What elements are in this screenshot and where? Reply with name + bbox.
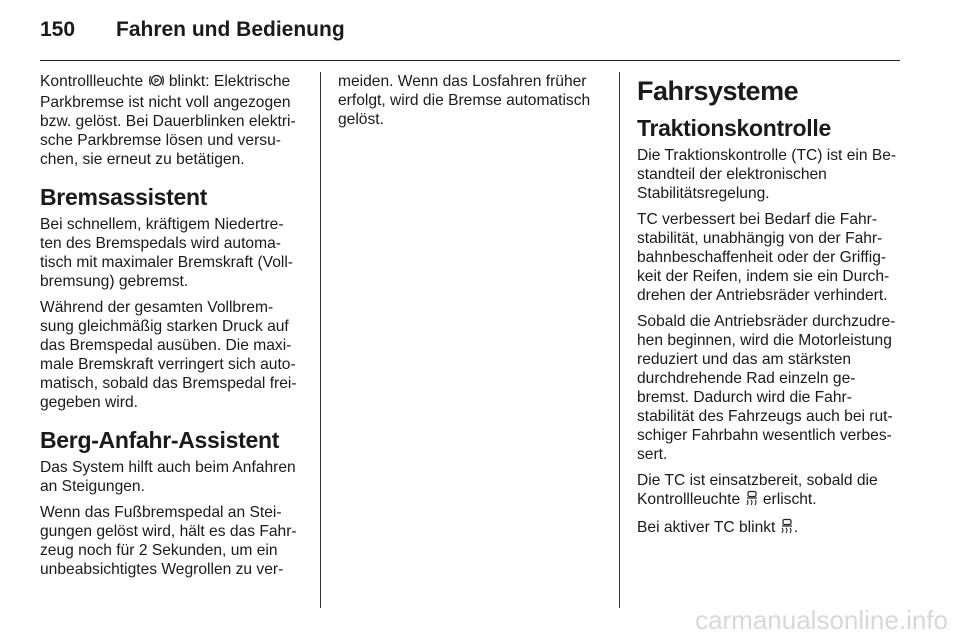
text-line: bremsung) gebremst. — [40, 273, 189, 290]
column-1 — [40, 72, 308, 586]
text-line: sche Parkbremse lösen und versu- — [40, 132, 281, 149]
text-line: schiger Fahrbahn wesentlich verbes- — [637, 427, 892, 444]
text-line: Sobald die Antriebsräder durchzudre- — [637, 313, 896, 330]
parking-brake-warning-icon — [148, 73, 165, 93]
column-2 — [338, 72, 606, 136]
text-line: Bei aktiver TC blinkt — [637, 519, 776, 536]
intro-paragraph — [40, 72, 308, 169]
text-line: ten des Bremspedals wird automa- — [40, 235, 281, 252]
text-line: Wenn das Fußbremspedal an Stei- — [40, 504, 282, 521]
text-line: gelöst. — [338, 111, 384, 128]
text-line: zeug noch für 2 Sekunden, um ein — [40, 542, 278, 559]
heading-fahrsysteme: Fahrsysteme — [637, 76, 799, 106]
bremsassistent-paragraph-2 — [40, 298, 308, 412]
text-line: stabilität des Fahrzeugs auch bei rut- — [637, 408, 893, 425]
text-line: Während der gesamten Vollbrem- — [40, 299, 274, 316]
text-line: matisch, sobald das Bremspedal frei- — [40, 375, 297, 392]
text-line: gegeben wird. — [40, 394, 138, 411]
traction-control-icon — [780, 518, 794, 539]
bremsassistent-paragraph-1 — [40, 215, 308, 291]
text-line: bremst. Dadurch wird die Fahr- — [637, 389, 852, 406]
text-line: Kontrollleuchte — [637, 491, 741, 508]
text-line: das Bremspedal ausüben. Die maxi- — [40, 337, 292, 354]
svg-text:P: P — [153, 76, 159, 86]
tc-paragraph-1 — [637, 146, 907, 203]
tc-paragraph-2 — [637, 210, 907, 305]
text-line: Die TC ist einsatzbereit, sobald die — [637, 472, 878, 489]
heading-berg-anfahr-assistent: Berg-Anfahr-Assistent — [40, 427, 280, 453]
traction-control-icon — [745, 490, 759, 511]
text-line: stabilität, unabhängig von der Fahr- — [637, 230, 883, 247]
text-line: Das System hilft auch beim Anfahren — [40, 459, 296, 476]
tc-paragraph-3 — [637, 312, 907, 464]
heading-bremsassistent: Bremsassistent — [40, 184, 208, 210]
text-line: bzw. gelöst. Bei Dauerblinken elektri- — [40, 113, 296, 130]
text-line: chen, sie erneut zu betätigen. — [40, 151, 245, 168]
tc-paragraph-4 — [637, 471, 907, 511]
text-line: hen beginnen, wird die Motorleistung — [637, 332, 892, 349]
text-line: male Bremskraft verringert sich auto- — [40, 356, 296, 373]
text-line: sung gleichmäßig starken Druck auf — [40, 318, 289, 335]
text-line: tisch mit maximaler Bremskraft (Voll- — [40, 254, 294, 271]
text-line: meiden. Wenn das Losfahren früher — [338, 73, 587, 90]
text-line: unbeabsichtigtes Wegrollen zu ver- — [40, 561, 284, 578]
text-line: Parkbremse ist nicht voll angezogen — [40, 94, 291, 111]
text-line: keit der Reifen, indem sie ein Durch- — [637, 268, 890, 285]
heading-traktionskontrolle: Traktionskontrolle — [637, 115, 831, 141]
watermark: carmanualsonline.info — [695, 605, 948, 635]
berg-paragraph-2 — [40, 503, 308, 579]
berg-paragraph-continued — [338, 72, 606, 129]
column-divider — [320, 72, 321, 608]
page-header — [40, 18, 345, 48]
text-line: erfolgt, wird die Bremse automatisch — [338, 92, 591, 109]
column-divider — [619, 72, 620, 608]
text-line: Stabilitätsregelung. — [637, 185, 770, 202]
page-number: 150 — [40, 18, 76, 41]
header-rule — [40, 60, 900, 61]
chapter-title: Fahren und Bedienung — [116, 18, 345, 41]
berg-paragraph-1 — [40, 458, 308, 496]
text-line: gungen gelöst wird, hält es das Fahr- — [40, 523, 297, 540]
tc-paragraph-5 — [637, 518, 907, 539]
text-line: Kontrollleuchte — [40, 73, 144, 90]
text-line: sert. — [637, 446, 668, 463]
text-line: Bei schnellem, kräftigem Niedertre- — [40, 216, 284, 233]
text-line: bahnbeschaffenheit oder der Griffig- — [637, 249, 887, 266]
text-line: an Steigungen. — [40, 478, 145, 495]
text-line: . — [793, 519, 799, 536]
column-3 — [637, 74, 907, 546]
text-line: TC verbessert bei Bedarf die Fahr- — [637, 211, 878, 228]
text-line: reduziert und das am stärksten — [637, 351, 852, 368]
text-line: Die Traktionskontrolle (TC) ist ein Be- — [637, 147, 897, 164]
text-line: standteil der elektronischen — [637, 166, 827, 183]
text-line: blinkt: Elektrische — [168, 73, 291, 90]
text-line: erlischt. — [762, 491, 817, 508]
text-line: drehen der Antriebsräder verhindert. — [637, 287, 888, 304]
text-line: durchdrehende Rad einzeln ge- — [637, 370, 856, 387]
